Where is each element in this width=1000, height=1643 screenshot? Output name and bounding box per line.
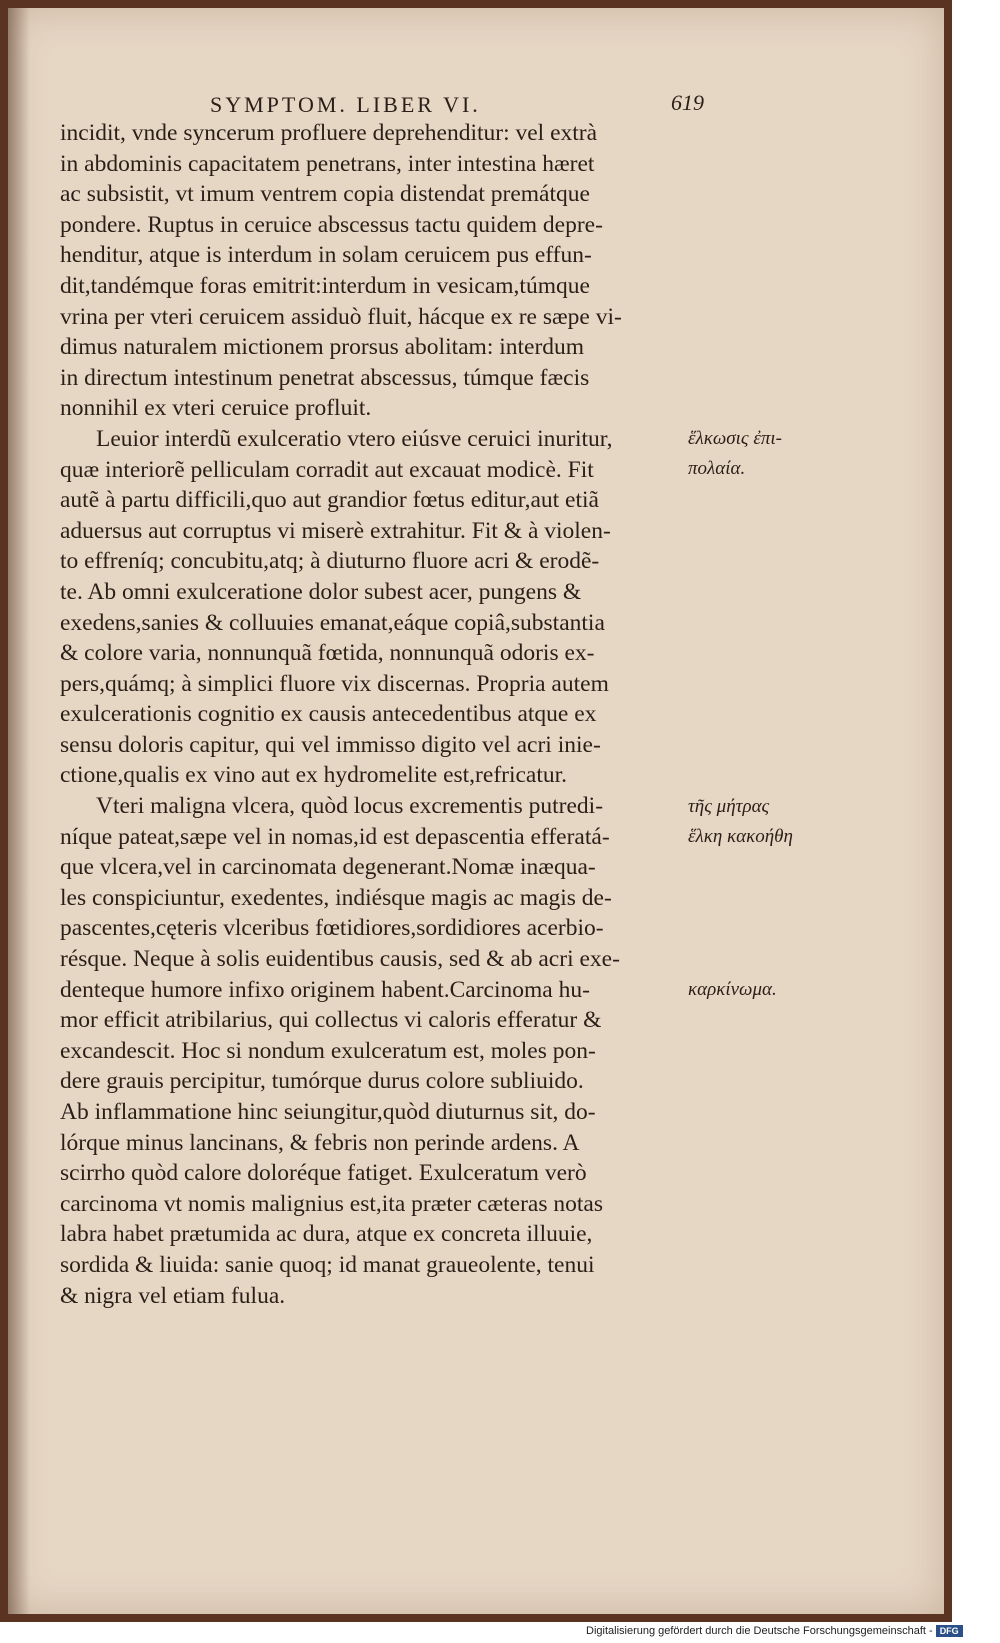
digitization-footer [586, 1625, 963, 1637]
text-line: exedens,sanies & colluuies emanat,eáque copiâ,substantia [60, 609, 605, 636]
text-line: dimus naturalem mictionem prorsus abolitam: interdum [60, 334, 585, 361]
text-line: pers,quámq; à simplici fluore vix discernas. Propria autem [60, 670, 609, 697]
text-line: que vlcera,vel in carcinomata degenerant.Nomæ inæqua- [60, 854, 596, 881]
paragraph-start-line: Leuior interdũ exulceratio vtero eiúsve ceruici inuritur, [96, 425, 613, 452]
dfg-logo: DFG [936, 1625, 963, 1637]
text-line: to effreníq; concubitu,atq; à diuturno fluore acri & erodẽ- [60, 548, 600, 575]
footer-text: Digitalisierung gefördert durch die Deutsche Forschungsgemeinschaft - [586, 1625, 933, 1637]
text-line: quæ interiorẽ pelliculam corradit aut excauat modicè. Fit [60, 456, 594, 483]
gutter-shadow [8, 8, 30, 1614]
text-line: henditur, atque is interdum in solam ceruicem pus effun- [60, 242, 592, 269]
text-line: excandescit. Hoc si nondum exulceratum est, moles pon- [60, 1037, 596, 1064]
text-line: te. Ab omni exulceratione dolor subest acer, pungens & [60, 578, 582, 605]
body-text [60, 118, 710, 1311]
running-head: SYMPTOM. LIBER VI. [210, 92, 481, 117]
margin-note-greek [688, 792, 848, 852]
text-line: sordida & liuida: sanie quoq; id manat graueolente, tenui [60, 1251, 595, 1278]
text-line: les conspiciuntur, exedentes, indiésque magis ac magis de- [60, 884, 612, 911]
margin-note-line: ἕλκη κακοήθη [688, 826, 793, 847]
text-line: scirrho quòd calore doloréque fatiget. Exulceratum verò [60, 1160, 587, 1187]
margin-note-greek [688, 424, 848, 484]
page-number: 619 [671, 90, 704, 115]
text-line: & nigra vel etiam fulua. [60, 1282, 286, 1309]
margin-note-line: καρκίνωμα. [688, 979, 777, 1000]
paragraph-start-line: Vteri maligna vlcera, quòd locus excrementis putredi- [96, 793, 604, 820]
text-line: vrina per vteri ceruicem assiduò fluit, hácque ex re sæpe vi- [60, 303, 622, 330]
text-line: mor efficit atribilarius, qui collectus vi caloris efferatur & [60, 1007, 602, 1034]
margin-note-greek [688, 975, 848, 1005]
text-line: pondere. Ruptus in ceruice abscessus tactu quidem depre- [60, 211, 603, 238]
text-line: autẽ à partu difficili,quo aut grandior fœtus editur,aut etiã [60, 487, 599, 514]
text-line: pascentes,cęteris vlceribus fœtidiores,sordidiores acerbio- [60, 915, 604, 942]
text-line: dere grauis percipitur, tumórque durus colore subliuido. [60, 1068, 584, 1095]
text-line: nonnihil ex vteri ceruice profluit. [60, 395, 372, 422]
text-line: & colore varia, nonnunquã fœtida, nonnunquã odoris ex- [60, 640, 595, 667]
margin-note-line: τῆς μήτρας [688, 796, 770, 817]
text-line: incidit, vnde syncerum profluere deprehenditur: vel extrà [60, 120, 598, 146]
text-line: sensu doloris capitur, qui vel immisso digito vel acri inie- [60, 731, 601, 758]
text-line: carcinoma vt nomis malignius est,ita præter cæteras notas [60, 1190, 603, 1217]
margin-note-line: πολαία. [688, 458, 746, 479]
text-line: ac subsistit, vt imum ventrem copia distendat premátque [60, 181, 590, 208]
text-line: dit,tandémque foras emitrit:interdum in vesicam,túmque [60, 272, 590, 299]
margin-note-line: ἕλκωσις ἐπι- [688, 428, 782, 449]
text-line: níque pateat,sæpe vel in nomas,id est depascentia efferatá- [60, 823, 610, 850]
text-line: ctione,qualis ex vino aut ex hydromelite est,refricatur. [60, 762, 568, 789]
text-line: aduersus aut corruptus vi miserè extrahitur. Fit & à violen- [60, 517, 611, 544]
text-line: exulcerationis cognitio ex causis antecedentibus atque ex [60, 701, 597, 728]
text-line: in directum intestinum penetrat abscessus, túmque fæcis [60, 364, 590, 391]
text-line: labra habet prætumida ac dura, atque ex concreta illuuie, [60, 1221, 593, 1248]
text-line: Ab inflammatione hinc seiungitur,quòd diuturnus sit, do- [60, 1099, 596, 1125]
text-line: denteque humore infixo originem habent.Carcinoma hu- [60, 976, 590, 1003]
text-line: in abdominis capacitatem penetrans, inter intestina hæret [60, 150, 595, 177]
text-line: résque. Neque à solis euidentibus causis, sed & ab acri exe- [60, 946, 620, 973]
text-line: lórque minus lancinans, & febris non perinde ardens. A [60, 1129, 580, 1156]
